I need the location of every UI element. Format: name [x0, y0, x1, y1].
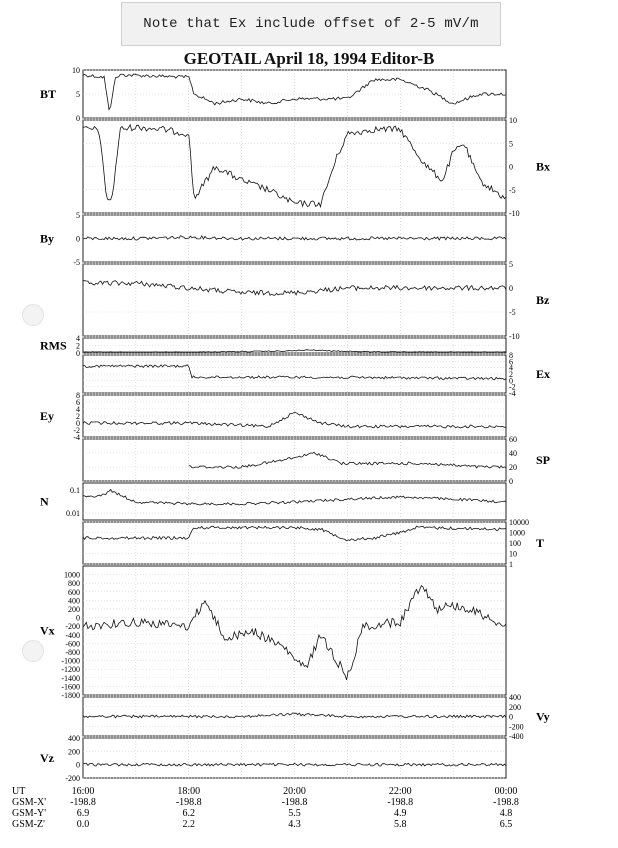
panel-ex [83, 351, 550, 398]
y-tick-label: -1000 [61, 656, 80, 666]
panel-n [40, 483, 506, 520]
y-tick-label: 200 [68, 605, 80, 614]
panel-label: N [40, 494, 49, 509]
y-tick-label: 0 [509, 284, 513, 293]
y-tick-label: 400 [68, 596, 80, 606]
y-tick-label: 6 [76, 398, 80, 407]
panel-label: SP [536, 453, 551, 467]
y-tick-label: -5 [509, 185, 516, 195]
panel-by [40, 211, 506, 267]
y-tick-label: -4 [73, 433, 80, 442]
y-tick-label: -10 [509, 332, 520, 341]
y-tick-label: 10000 [509, 518, 529, 527]
panel-label: T [536, 536, 545, 550]
y-tick-label: 4 [509, 363, 513, 373]
y-tick-label: 40 [509, 449, 517, 458]
y-tick-label: 5 [76, 211, 80, 220]
y-tick-label: -400 [509, 732, 524, 741]
ephemeris-label: UT [12, 786, 26, 797]
y-tick-label: 400 [68, 734, 80, 743]
y-tick-label: -800 [65, 648, 80, 657]
y-tick-label: -2 [509, 382, 516, 392]
ephemeris-value: -198.8 [175, 797, 202, 808]
y-tick-label: 1 [509, 560, 513, 569]
x-axis [72, 786, 518, 797]
panel-vz [40, 734, 506, 783]
ephemeris-value: 4.9 [394, 808, 407, 819]
x-tick-label: 18:00 [177, 786, 201, 797]
chart-title: GEOTAIL April 18, 1994 Editor-B [183, 49, 435, 68]
panel-label: Bx [536, 159, 551, 174]
ephemeris-value: 5.5 [288, 808, 301, 819]
panel-frame [83, 566, 506, 695]
y-tick-label: 4 [76, 334, 80, 343]
ephemeris-value: 2.2 [182, 819, 195, 830]
y-tick-label: 2 [76, 341, 80, 351]
y-tick-label: 10 [509, 116, 517, 125]
y-tick-label: -400 [65, 630, 80, 640]
y-tick-label: 0 [76, 613, 80, 623]
y-tick-label: 10 [509, 549, 517, 559]
y-tick-label: 800 [68, 579, 80, 589]
y-tick-label: 5 [509, 260, 513, 269]
y-tick-label: 0 [76, 114, 80, 123]
ephemeris-label: GSM-Y' [12, 808, 47, 819]
y-tick-label: -5 [509, 308, 516, 317]
ephemeris-value: 4.3 [288, 819, 301, 830]
y-tick-label: 8 [76, 391, 80, 400]
panel-vy [83, 693, 550, 741]
y-tick-label: -2 [73, 426, 80, 435]
ephemeris-value: 6.9 [76, 808, 90, 819]
y-tick-label: -600 [65, 639, 80, 649]
y-tick-label: 0.01 [66, 509, 80, 519]
ephemeris-value: -198.8 [281, 797, 308, 808]
panel-label: Vy [536, 709, 550, 724]
panel-bt [40, 66, 506, 123]
ephemeris-value: 5.8 [394, 819, 407, 830]
y-tick-label: 0 [76, 349, 80, 358]
y-tick-label: -1800 [61, 691, 80, 700]
panel-label: Bz [536, 293, 550, 307]
y-tick-label: 0 [76, 234, 80, 244]
y-tick-label: -1200 [61, 665, 80, 675]
x-tick-label: 20:00 [283, 786, 306, 797]
ephemeris-label: GSM-Z' [12, 819, 45, 830]
y-tick-label: 100 [509, 539, 521, 548]
y-tick-label: 5 [76, 90, 80, 99]
y-tick-label: 5 [509, 139, 513, 149]
ephemeris-label: GSM-X' [12, 797, 47, 808]
y-tick-label: 0 [509, 477, 513, 486]
y-tick-label: 0 [509, 162, 513, 172]
x-tick-label: 22:00 [388, 786, 412, 797]
y-tick-label: 4 [76, 405, 80, 414]
y-tick-label: -200 [65, 622, 80, 632]
y-tick-label: 2 [76, 412, 80, 421]
panel-ey [40, 391, 506, 442]
y-tick-label: 200 [68, 747, 80, 757]
y-tick-label: 2 [509, 370, 513, 379]
y-tick-label: 60 [509, 435, 517, 444]
y-tick-label: -200 [509, 722, 524, 732]
y-tick-label: 1000 [509, 528, 525, 538]
panel-label: RMS [40, 338, 67, 353]
y-tick-label: 6 [509, 357, 513, 367]
y-tick-label: 1000 [64, 570, 80, 580]
offset-note: Note that Ex include offset of 2-5 mV/m [121, 2, 501, 46]
panel-label: BT [40, 87, 57, 101]
panel-bz [83, 260, 550, 341]
ephemeris-value: 0.0 [76, 819, 90, 830]
y-tick-label: -1600 [61, 682, 80, 692]
y-tick-label: 10 [72, 66, 80, 75]
y-tick-label: -200 [65, 774, 80, 783]
y-tick-label: -1400 [61, 673, 80, 683]
y-tick-label: 0 [76, 419, 80, 428]
panels-group [40, 66, 550, 783]
ephemeris-value: -198.8 [70, 797, 96, 808]
panel-bx [83, 116, 550, 218]
panel-rms [40, 334, 506, 358]
panel-label: Ex [536, 367, 551, 381]
y-tick-label: 600 [68, 587, 80, 597]
y-tick-label: -4 [509, 389, 516, 398]
series-line-n [83, 490, 506, 506]
panel-label: Ey [40, 409, 55, 423]
y-tick-label: 0 [509, 712, 513, 722]
y-tick-label: -10 [509, 209, 520, 218]
panel-sp [83, 435, 550, 486]
y-tick-label: 8 [509, 351, 513, 360]
ephemeris-value: 6.2 [182, 808, 195, 819]
y-tick-label: 20 [509, 463, 517, 472]
y-tick-label: 0 [76, 760, 80, 770]
panel-vx [40, 566, 506, 700]
ephemeris-value: -198.8 [387, 797, 414, 808]
ephemeris-value: 4.8 [499, 808, 513, 819]
y-tick-label: 400 [509, 693, 521, 702]
panel-label: By [40, 231, 55, 246]
panel-t [83, 518, 544, 569]
ephemeris-value: -198.8 [493, 797, 519, 808]
x-tick-label: 00:00 [494, 786, 518, 797]
y-tick-label: 0 [509, 376, 513, 386]
y-tick-label: 0.1 [70, 485, 80, 495]
x-tick-label: 16:00 [71, 786, 95, 797]
ephemeris-value: 6.5 [499, 819, 513, 830]
panel-label: Vx [40, 623, 55, 638]
panel-label: Vz [40, 751, 54, 765]
y-tick-label: -5 [73, 258, 80, 267]
y-tick-label: 200 [509, 702, 521, 712]
